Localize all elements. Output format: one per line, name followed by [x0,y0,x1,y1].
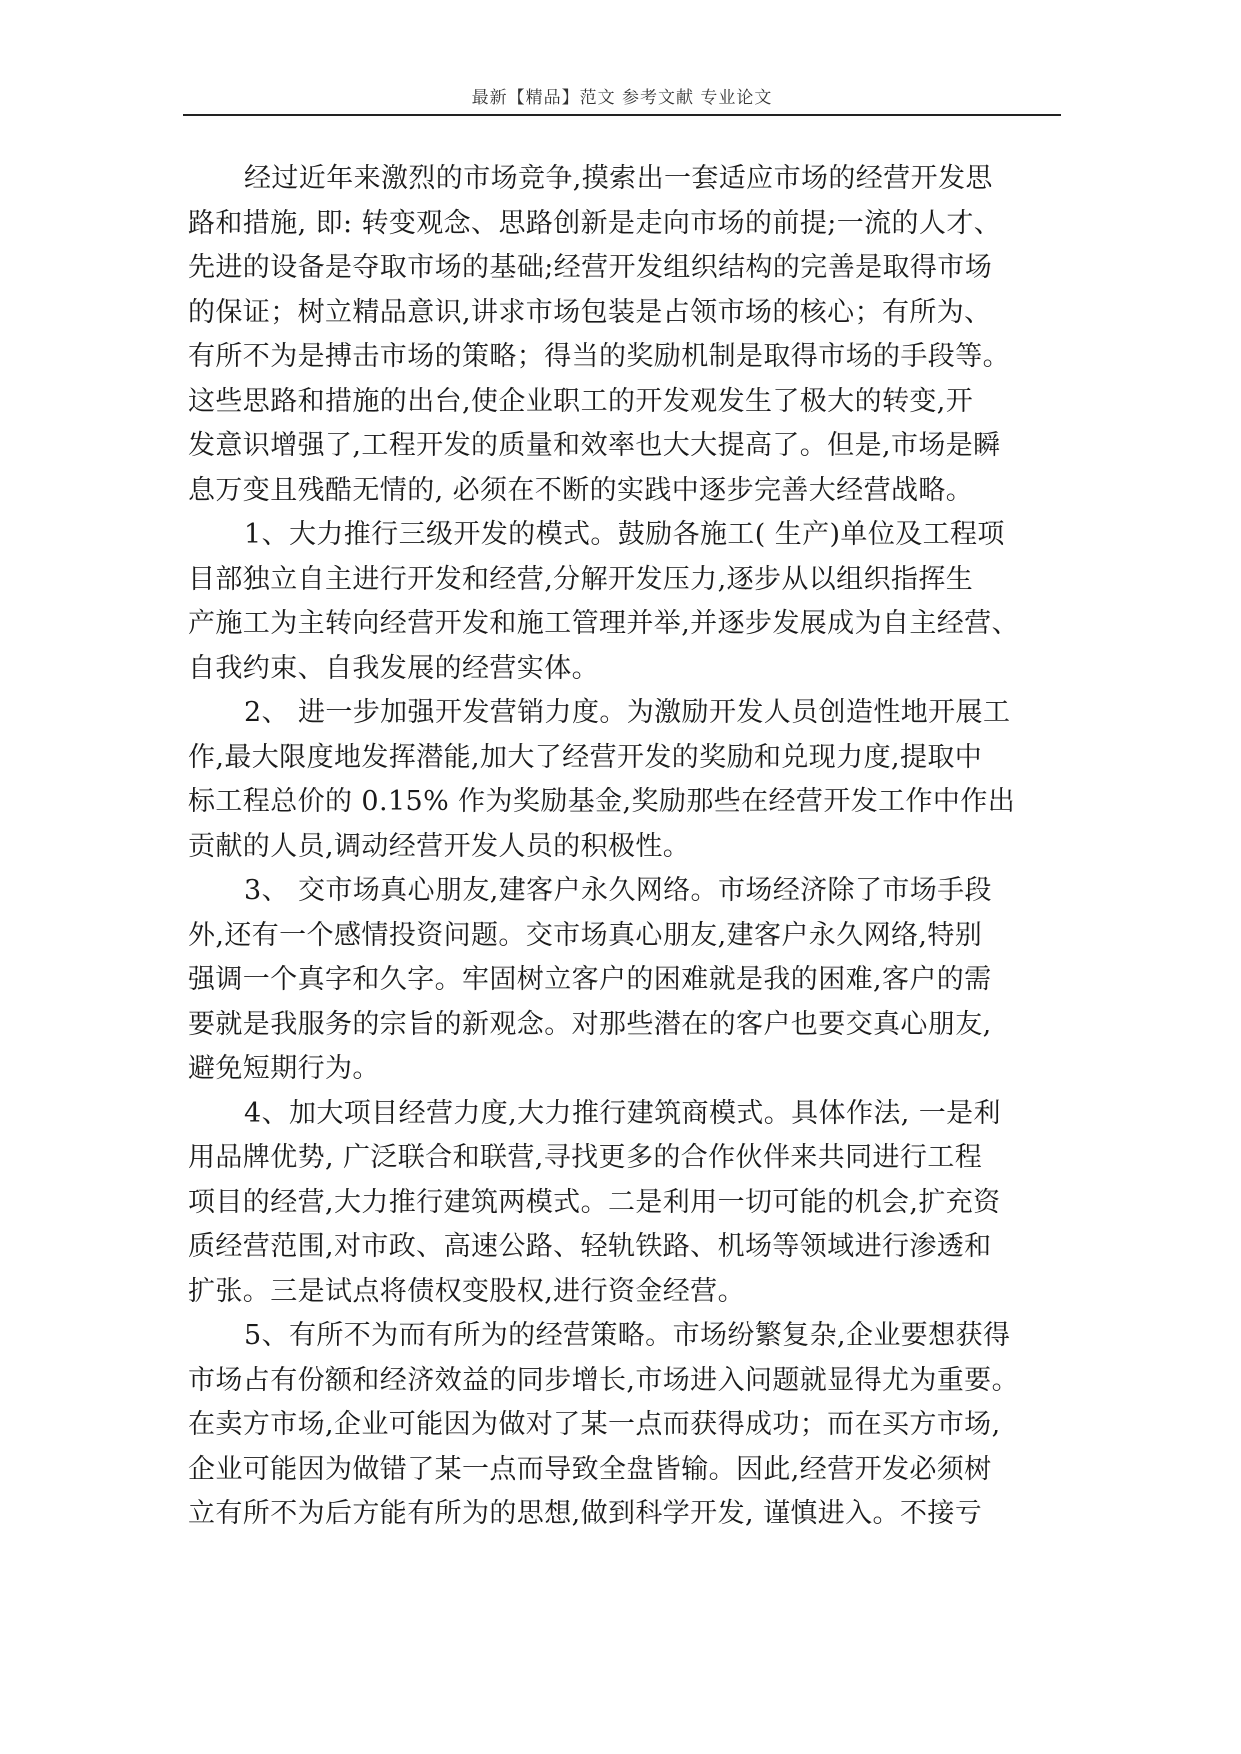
body-text [188,157,1073,1537]
paragraph-line: 目部独立自主进行开发和经营,分解开发压力,逐步从以组织指挥生 [188,563,974,595]
paragraph-line: 先进的设备是夺取市场的基础;经营开发组织结构的完善是取得市场 [188,252,993,283]
paragraph-line: 的保证；树立精品意识,讲求市场包装是占领市场的核心；有所为、 [188,296,992,328]
paragraph-line: 在卖方市场,企业可能因为做对了某一点而获得成功；而在买方市场, [188,1409,1001,1440]
paragraph-line: 作,最大限度地发挥潜能,加大了经营开发的奖励和兑现力度,提取中 [188,741,983,773]
paragraph-line: 产施工为主转向经营开发和施工管理并举,并逐步发展成为自主经营、 [188,608,1019,639]
paragraph-line: 这些思路和措施的出台,使企业职工的开发观发生了极大的转变,开 [188,385,974,417]
paragraph-line: 有所不为是搏击市场的策略；得当的奖励机制是取得市场的手段等。 [188,341,1010,372]
paragraph-line: 发意识增强了,工程开发的质量和效率也大大提高了。但是,市场是瞬 [188,430,1001,461]
paragraph-line: 企业可能因为做错了某一点而导致全盘皆输。因此,经营开发必须树 [188,1453,992,1485]
paragraph-line: 强调一个真字和久字。牢固树立客户的困难就是我的困难,客户的需 [188,964,992,995]
paragraph-line: 经过近年来激烈的市场竞争,摸索出一套适应市场的经营开发思 [244,163,993,194]
paragraph-line: 1、大力推行三级开发的模式。鼓励各施工( 生产)单位及工程项 [244,519,1005,550]
paragraph-line: 立有所不为后方能有所为的思想,做到科学开发, 谨慎进入。不接亏 [188,1498,983,1529]
page-header: 最新【精品】范文 参考文献 专业论文 [471,88,773,108]
paragraph-line: 2、 进一步加强开发营销力度。为激励开发人员创造性地开展工 [244,697,1011,728]
paragraph-line: 扩张。三是试点将债权变股权,进行资金经营。 [188,1275,745,1307]
paragraph-line: 4、加大项目经营力度,大力推行建筑商模式。具体作法, 一是利 [244,1097,1001,1129]
paragraph-line: 自我约束、自我发展的经营实体。 [188,652,599,684]
paragraph-line: 避免短期行为。 [188,1053,380,1084]
paragraph-line: 用品牌优势, 广泛联合和联营,寻找更多的合作伙伴来共同进行工程 [188,1142,983,1173]
paragraph-line: 市场占有份额和经济效益的同步增长,市场进入问题就显得尤为重要。 [188,1364,1019,1396]
paragraph-line: 息万变且残酷无情的, 必须在不断的实践中逐步完善大经营战略。 [188,474,974,506]
paragraph-line: 贡献的人员,调动经营开发人员的积极性。 [188,830,691,862]
paragraph-line: 路和措施, 即: 转变观念、思路创新是走向市场的前提;一流的人才、 [188,207,1002,239]
paragraph-line: 3、 交市场真心朋友,建客户永久网络。市场经济除了市场手段 [244,875,992,906]
paragraph-line: 标工程总价的 0.15% 作为奖励基金,奖励那些在经营开发工作中作出 [188,786,1016,817]
paragraph-line: 外,还有一个感情投资问题。交市场真心朋友,建客户永久网络,特别 [188,919,983,951]
paragraph-line: 要就是我服务的宗旨的新观念。对那些潜在的客户也要交真心朋友, [188,1008,992,1040]
paragraph-line: 质经营范围,对市政、高速公路、轻轨铁路、机场等领域进行渗透和 [188,1231,992,1262]
paragraph-line: 5、有所不为而有所为的经营策略。市场纷繁复杂,企业要想获得 [244,1320,1011,1351]
header-divider [183,114,1061,116]
paragraph-line: 项目的经营,大力推行建筑两模式。二是利用一切可能的机会,扩充资 [188,1186,1001,1218]
